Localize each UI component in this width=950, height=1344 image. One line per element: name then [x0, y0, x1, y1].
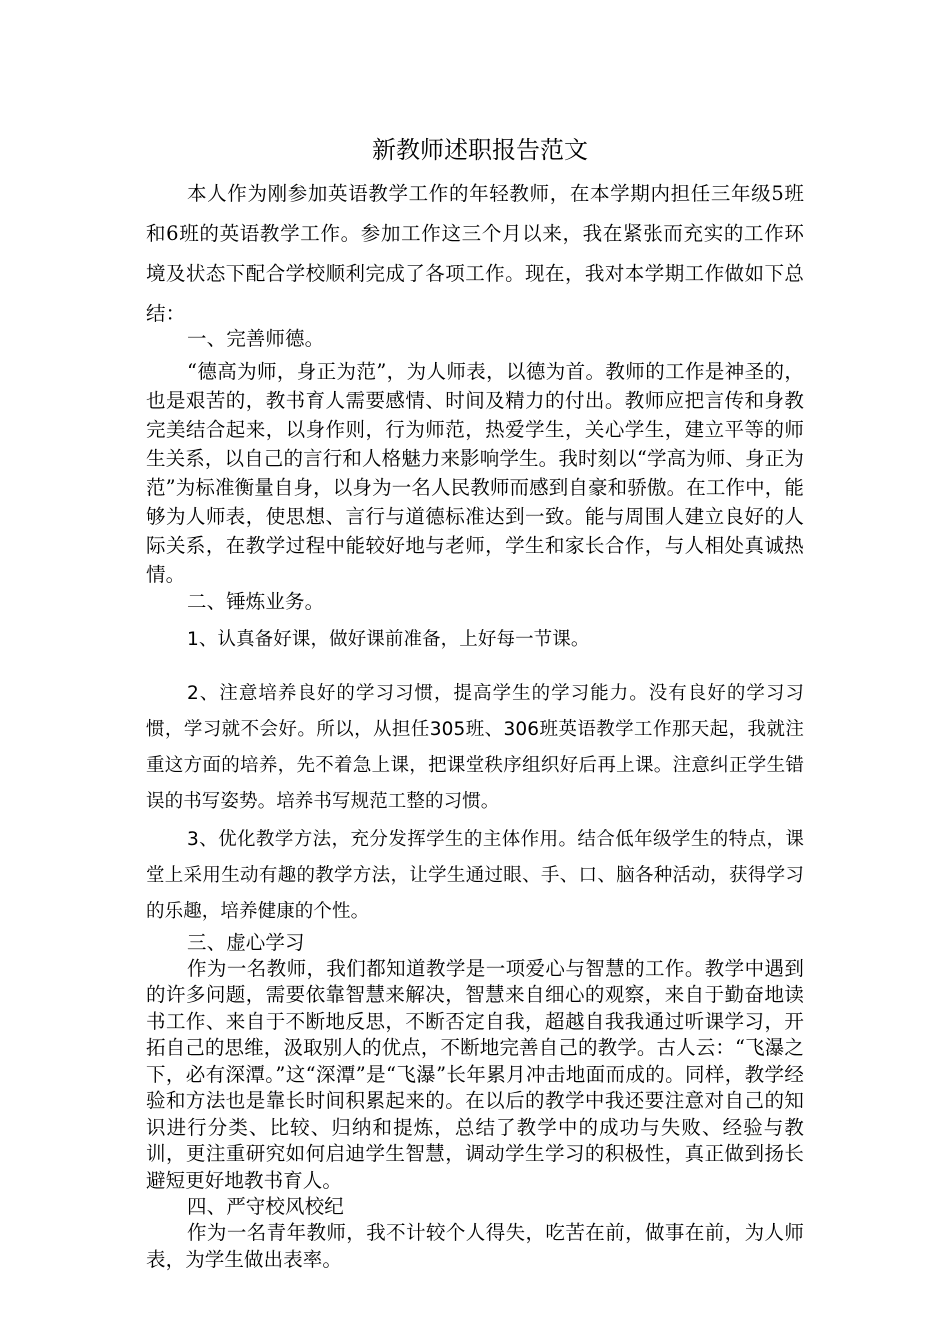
section-2-item-3: 3、优化教学方法，充分发挥学生的主体作用。结合低年级学生的特点，课堂上采用生动有趣的教学方法，让学生通过眼、手、口、脑各种活动，获得学习的乐趣，培养健康的个性。	[146, 829, 804, 923]
section-heading-2: 二、锤炼业务。	[187, 590, 325, 614]
intro-paragraph: 本人作为刚参加英语教学工作的年轻教师，在本学期内担任三年级5班和6班的英语教学工作。参加工作这三个月以来，我在紧张而充实的工作环境及状态下配合学校顺利完成了各项工作。现在，我对本学期工作做如下总结：	[146, 182, 804, 325]
section-heading-3: 三、虚心学习	[187, 931, 305, 955]
section-heading-4: 四、严守校风校纪	[187, 1195, 344, 1219]
section-3-paragraph: 作为一名教师，我们都知道教学是一项爱心与智慧的工作。教学中遇到的许多问题，需要依靠智慧来解决，智慧来自细心的观察，来自于勤奋地读书工作、来自于不断地反思，不断否定自我，超越自我我通过听课学习，开拓自己的思维，汲取别人的优点，不断地完善自己的教学。古人云：“飞瀑之下，必有深潭。”这“深潭”是“飞瀑”长年累月冲击地面而成的。同样，教学经验和方法也是靠长时间积累起来的。在以后的教学中我还要注意对自己的知识进行分类、比较、归纳和提炼，总结了教学中的成功与失败、经验与教训，更注重研究如何启迪学生智慧，调动学生学习的积极性，真正做到扬长避短更好地教书育人。	[146, 956, 804, 1192]
section-heading-1: 一、完善师德。	[187, 327, 325, 350]
document-title: 新教师述职报告范文	[372, 136, 588, 164]
section-4-paragraph: 作为一名青年教师，我不计较个人得失，吃苦在前，做事在前，为人师表，为学生做出表率。	[146, 1221, 804, 1272]
section-2-item-1: 1、认真备好课，做好课前准备，上好每一节课。	[187, 629, 590, 651]
section-1-paragraph: “德高为师，身正为范”，为人师表，以德为首。教师的工作是神圣的，也是艰苦的，教书育人需要感情、时间及精力的付出。教师应把言传和身教完美结合起来，以身作则，行为师范，热爱学生，关心学生，建立平等的师生关系，以自己的言行和人格魅力来影响学生。我时刻以“学高为师、身正为范”为标准衡量自身，以身为一名人民教师而感到自豪和骄傲。在工作中，能够为人师表，使思想、言行与道德标准达到一致。能与周围人建立良好的人际关系，在教学过程中能较好地与老师，学生和家长合作，与人相处真诚热情。	[146, 360, 804, 587]
section-2-item-2: 2、注意培养良好的学习习惯，提高学生的学习能力。没有良好的学习习惯，学习就不会好。所以，从担任305班、306班英语教学工作那天起，我就注重这方面的培养，先不着急上课，把课堂秩序组织好后再上课。注意纠正学生错误的书写姿势。培养书写规范工整的习惯。	[146, 683, 804, 813]
